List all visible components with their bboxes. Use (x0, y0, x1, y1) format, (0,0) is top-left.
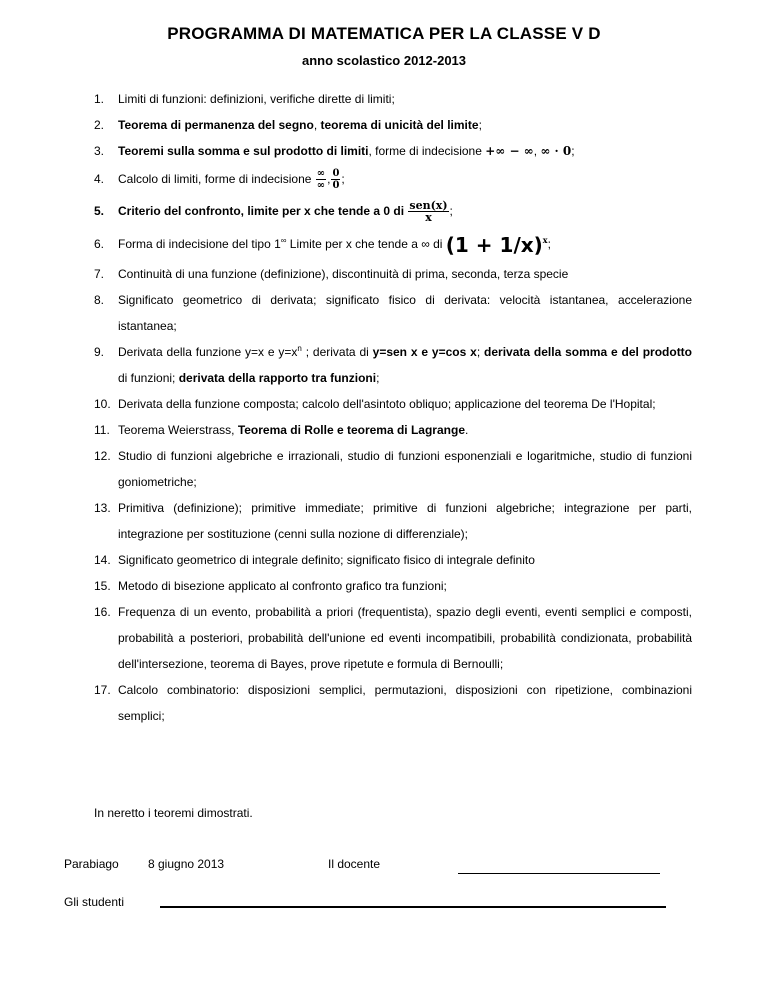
teacher-signature-line (458, 873, 660, 874)
list-item: 16. Frequenza di un evento, probabilità a priori (frequentista), spazio degli eventi, eventi semplici e composti, probabilità a posteriori, probabilità dell'unione ed eventi incompatibili, probabilità condizionata, probabilità dell'intersezione, teorema di Bayes, prove ripetute e formula di Bernoulli; (94, 604, 692, 671)
list-item: 7. Continuità di una funzione (definizione), discontinuità di prima, seconda, terza specie (94, 266, 569, 281)
formula: (1 + 1/x) (445, 232, 543, 257)
list-item: 11. Teorema Weierstrass, Teorema di Rolle e teorema di Lagrange. (94, 422, 469, 437)
formula: $\frac{0}{0}$ (332, 168, 340, 192)
list-item: 10. Derivata della funzione composta; calcolo dell'asintoto obliquo; applicazione del teorema De l'Hopital; (94, 396, 656, 411)
school-year: anno scolastico 2012-2013 (301, 53, 467, 68)
students-signature-line (160, 906, 666, 908)
list-item: 9. Derivata della funzione y=x e $y=x^n$ ; derivata di y=sen x e y=cos x; derivata della somma e del prodotto di funzioni; derivata della rapporto tra funzioni; (94, 343, 693, 385)
list-item: 4. Calcolo di limiti, forme di indecisione $\frac{\infty}{\infty}$ , $\frac{0}{0}$ ; (94, 168, 345, 192)
list-item: 13. Primitiva (definizione); primitive immediate; primitive di funzioni algebriche; integrazione per parti, integrazione per sostituzione (cenni sulla nozione di differenziale); (94, 500, 692, 541)
note: In neretto i teoremi dimostrati. (94, 806, 253, 820)
list-item: 15. Metodo di bisezione applicato al confronto grafico tra funzioni; (94, 578, 447, 593)
formula: $\frac{\infty}{\infty}$ (316, 168, 326, 192)
place: Parabiago (64, 857, 119, 871)
list-item: 12. Studio di funzioni algebriche e irrazionali, studio di funzioni esponenziali e logaritmiche, studio di funzioni goniometriche; (94, 448, 692, 489)
list-item: 3. Teoremi sulla somma e sul prodotto di limiti, forme di indecisione +∞ − ∞, ∞ · 0; (94, 144, 575, 158)
page-title: PROGRAMMA DI MATEMATICA PER LA CLASSE V D (167, 24, 601, 43)
list-item: 14. Significato geometrico di integrale definito; significato fisico di integrale definito (94, 552, 535, 567)
list-item: 17. Calcolo combinatorio: disposizioni semplici, permutazioni, disposizioni con ripetizione, combinazioni semplici; (94, 682, 692, 723)
formula: $\frac{\text{sen(x)}}{x}$ (409, 199, 448, 225)
list-item: 6. Forma di indecisione del tipo 1∞ Limite per x che tende a ∞ di $(1 + 1/x)^x$; (94, 232, 551, 257)
formula: +∞ − ∞ (485, 144, 534, 158)
list-item: 8. Significato geometrico di derivata; significato fisico di derivata: velocità istantanea, accelerazione istantanea; (94, 292, 692, 333)
topics-list (94, 86, 692, 729)
formula: ∞ · 0 (540, 144, 572, 158)
students-label: Gli studenti (64, 895, 125, 909)
list-item: 5. Criterio del confronto, limite per x che tende a 0 di $\frac{\text{sen(x)}}{x}$ ; (94, 199, 453, 225)
list-item: 1. Limiti di funzioni: definizioni, verifiche dirette di limiti; (94, 92, 395, 106)
date: 8 giugno 2013 (148, 857, 225, 871)
list-item: 2. Teorema di permanenza del segno, teorema di unicità del limite; (94, 118, 482, 132)
teacher-label: Il docente (328, 857, 381, 871)
